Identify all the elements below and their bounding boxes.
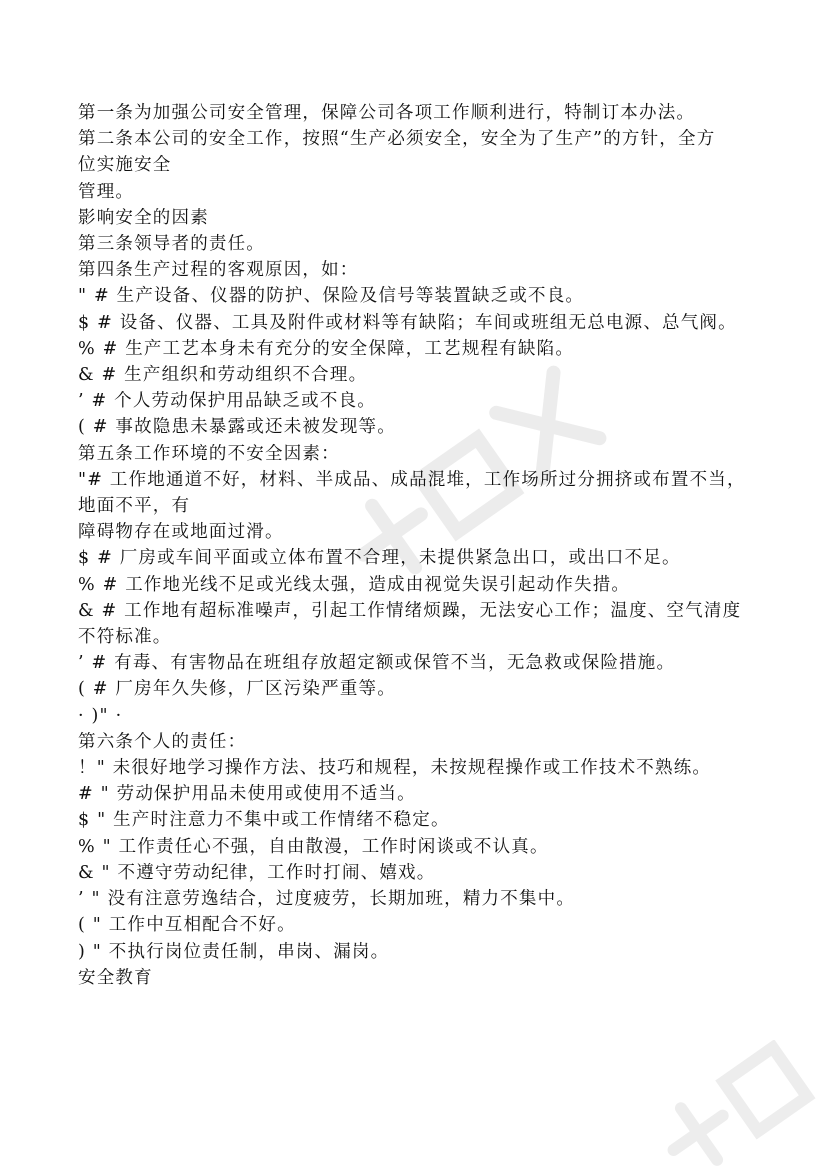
list-item: & " 不遵守劳动纪律，工作时打闹、嬉戏。: [78, 862, 436, 883]
list-item: # " 劳动保护用品未使用或使用不适当。: [78, 784, 416, 805]
text-line: 第一条为加强公司安全管理，保障公司各项工作顺利进行，特制订本办法。: [78, 103, 696, 123]
text-line: 第四条生产过程的客观原因，如：: [78, 260, 359, 281]
text-line: 第六条个人的责任：: [78, 731, 247, 752]
list-item: % # 生产工艺本身未有充分的安全保障，工艺规程有缺陷。: [78, 338, 575, 359]
list-item: ！" 未很好地学习操作方法、技巧和规程，未按规程操作或工作技术不熟练。: [78, 758, 712, 779]
list-item: & # 工作地有超标准噪声，引起工作情绪烦躁，无法安心工作；温度、空气清度: [78, 600, 742, 621]
list-item: $ " 生产时注意力不集中或工作情绪不稳定。: [78, 810, 450, 831]
text-line: 第五条工作环境的不安全因素：: [78, 443, 340, 464]
list-item: % # 工作地光线不足或光线太强，造成由视觉失误引起动作失措。: [78, 574, 631, 595]
list-item: $ # 厂房或车间平面或立体布置不合理，未提供紧急出口，或出口不足。: [78, 548, 681, 569]
list-item: ’ # 有毒、有害物品在班组存放超定额或保管不当，无急救或保险措施。: [78, 653, 676, 674]
section-heading: 影响安全的因素: [78, 207, 209, 228]
text-line: 第三条领导者的责任。: [78, 234, 265, 255]
list-item: " # 生产设备、仪器的防护、保险及信号等装置缺乏或不良。: [78, 286, 585, 307]
list-item: $ # 设备、仪器、工具及附件或材料等有缺陷；车间或班组无总电源、总气阀。: [78, 312, 737, 333]
document-body: [78, 100, 768, 991]
section-heading: 安全教育: [78, 967, 153, 988]
text-line: 第二条本公司的安全工作，按照“生产必须安全，安全为了生产”的方针，全方: [78, 129, 716, 150]
list-item: ) " 不执行岗位责任制，串岗、漏岗。: [78, 941, 390, 962]
list-item: "# 工作地通道不好，材料、半成品、成品混堆，工作场所过分拥挤或布置不当，: [78, 469, 746, 490]
list-item: 地面不平，有: [78, 496, 191, 517]
list-item: ’ " 没有注意劳逸结合，过度疲劳，长期加班，精力不集中。: [78, 889, 576, 910]
list-item: & # 生产组织和劳动组织不合理。: [78, 365, 368, 386]
watermark-corner-graphic: [640, 1040, 830, 1174]
list-item: ( # 事故隐患未暴露或还未被发现等。: [78, 417, 396, 438]
text-line: 位实施安全: [78, 155, 172, 176]
page-marker: · )" ·: [78, 705, 123, 726]
text-line: 管理。: [78, 181, 135, 202]
list-item: ( # 厂房年久失修，厂区污染严重等。: [78, 679, 396, 700]
list-item: 不符标准。: [78, 627, 172, 648]
list-item: ( " 工作中互相配合不好。: [78, 915, 296, 936]
list-item: ’ # 个人劳动保护用品缺乏或不良。: [78, 391, 376, 412]
list-item: % " 工作责任心不强，自由散漫，工作时闲谈或不认真。: [78, 836, 549, 857]
list-item: 障碍物存在或地面过滑。: [78, 522, 284, 543]
